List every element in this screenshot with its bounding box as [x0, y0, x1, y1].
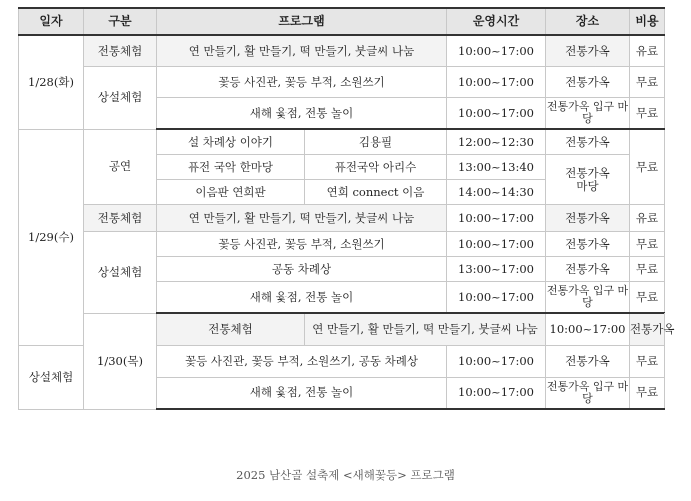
- time-cell: 10:00~17:00: [447, 67, 546, 98]
- program-cell: 꽃등 사진관, 꽃등 부적, 소원쓰기: [157, 67, 447, 98]
- table-row: [19, 232, 665, 257]
- table-row: [19, 35, 665, 67]
- program-cell: 연 만들기, 활 만들기, 떡 만들기, 붓글씨 나눔: [157, 35, 447, 67]
- fee-cell: 유료: [630, 205, 665, 232]
- category-cell: 상설체험: [84, 232, 157, 314]
- header-date: 일자: [19, 8, 84, 35]
- fee-cell: 유료: [630, 35, 665, 67]
- program-cell: 새해 윷점, 전통 놀이: [157, 282, 447, 314]
- header-fee: 비용: [630, 8, 665, 35]
- header-place: 장소: [546, 8, 630, 35]
- performance-title-cell: 이음판 연희판: [157, 180, 305, 205]
- time-cell: 10:00~17:00: [447, 345, 546, 377]
- fee-cell: 무료: [630, 257, 665, 282]
- program-cell: 꽃등 사진관, 꽃등 부적, 소원쓰기: [157, 232, 447, 257]
- time-cell: 10:00~17:00: [546, 313, 630, 345]
- category-cell: 전통체험: [157, 313, 305, 345]
- time-cell: 12:00~12:30: [447, 129, 546, 155]
- place-cell: 전통가옥 입구 마당: [546, 98, 630, 130]
- place-cell: 전통가옥: [546, 257, 630, 282]
- program-cell: 연 만들기, 활 만들기, 떡 만들기, 붓글씨 나눔: [305, 313, 546, 345]
- performer-cell: 김용필: [305, 129, 447, 155]
- performer-cell: 연희 connect 이음: [305, 180, 447, 205]
- table-caption: 2025 남산골 설축제 <새해꽃등> 프로그램: [236, 468, 455, 482]
- date-cell: 1/30(목): [84, 313, 157, 409]
- header-program: 프로그램: [157, 8, 447, 35]
- place-cell: 전통가옥: [630, 313, 665, 345]
- category-cell: 전통체험: [84, 35, 157, 67]
- schedule-table: [18, 7, 675, 410]
- program-cell: 공동 차례상: [157, 257, 447, 282]
- category-cell: 상설체험: [19, 345, 84, 409]
- time-cell: 10:00~17:00: [447, 98, 546, 130]
- table-row: [19, 313, 665, 345]
- schedule-table-wrapper: [18, 7, 675, 410]
- time-cell: 10:00~17:00: [447, 35, 546, 67]
- fee-cell: 무료: [630, 345, 665, 377]
- date-cell: 1/28(화): [19, 35, 84, 129]
- table-row: [19, 129, 665, 155]
- program-cell: 새해 윷점, 전통 놀이: [157, 98, 447, 130]
- fee-cell: 무료: [630, 232, 665, 257]
- time-cell: 10:00~17:00: [447, 282, 546, 314]
- fee-cell: 무료: [630, 129, 665, 205]
- place-cell: 전통가옥: [546, 345, 630, 377]
- header-row: [19, 8, 665, 35]
- time-cell: 13:00~13:40: [447, 155, 546, 180]
- time-cell: 10:00~17:00: [447, 377, 546, 409]
- time-cell: 13:00~17:00: [447, 257, 546, 282]
- date-cell: 1/29(수): [19, 129, 84, 345]
- program-cell: 새해 윷점, 전통 놀이: [157, 377, 447, 409]
- place-cell: 전통가옥 마당: [546, 155, 630, 205]
- fee-cell: 무료: [630, 67, 665, 98]
- category-cell: 상설체험: [84, 67, 157, 130]
- category-cell: 공연: [84, 129, 157, 205]
- fee-cell: 무료: [630, 98, 665, 130]
- category-cell: 전통체험: [84, 205, 157, 232]
- table-row: [19, 205, 665, 232]
- performance-title-cell: 퓨전 국악 한마당: [157, 155, 305, 180]
- place-cell: 전통가옥: [546, 67, 630, 98]
- table-row: [19, 67, 665, 98]
- header-time: 운영시간: [447, 8, 546, 35]
- time-cell: 10:00~17:00: [447, 232, 546, 257]
- performance-title-cell: 설 차례상 이야기: [157, 129, 305, 155]
- place-cell: 전통가옥 입구 마당: [546, 377, 630, 409]
- place-cell: 전통가옥 입구 마당: [546, 282, 630, 314]
- fee-cell: 무료: [630, 282, 665, 314]
- place-cell: 전통가옥: [546, 232, 630, 257]
- time-cell: 10:00~17:00: [447, 205, 546, 232]
- place-cell: 전통가옥: [546, 35, 630, 67]
- place-cell: 전통가옥: [546, 205, 630, 232]
- performer-cell: 퓨전국악 아리수: [305, 155, 447, 180]
- program-cell: 꽃등 사진관, 꽃등 부적, 소원쓰기, 공동 차례상: [157, 345, 447, 377]
- fee-cell: 무료: [630, 377, 665, 409]
- header-category: 구분: [84, 8, 157, 35]
- program-cell: 연 만들기, 활 만들기, 떡 만들기, 붓글씨 나눔: [157, 205, 447, 232]
- place-cell: 전통가옥: [546, 129, 630, 155]
- time-cell: 14:00~14:30: [447, 180, 546, 205]
